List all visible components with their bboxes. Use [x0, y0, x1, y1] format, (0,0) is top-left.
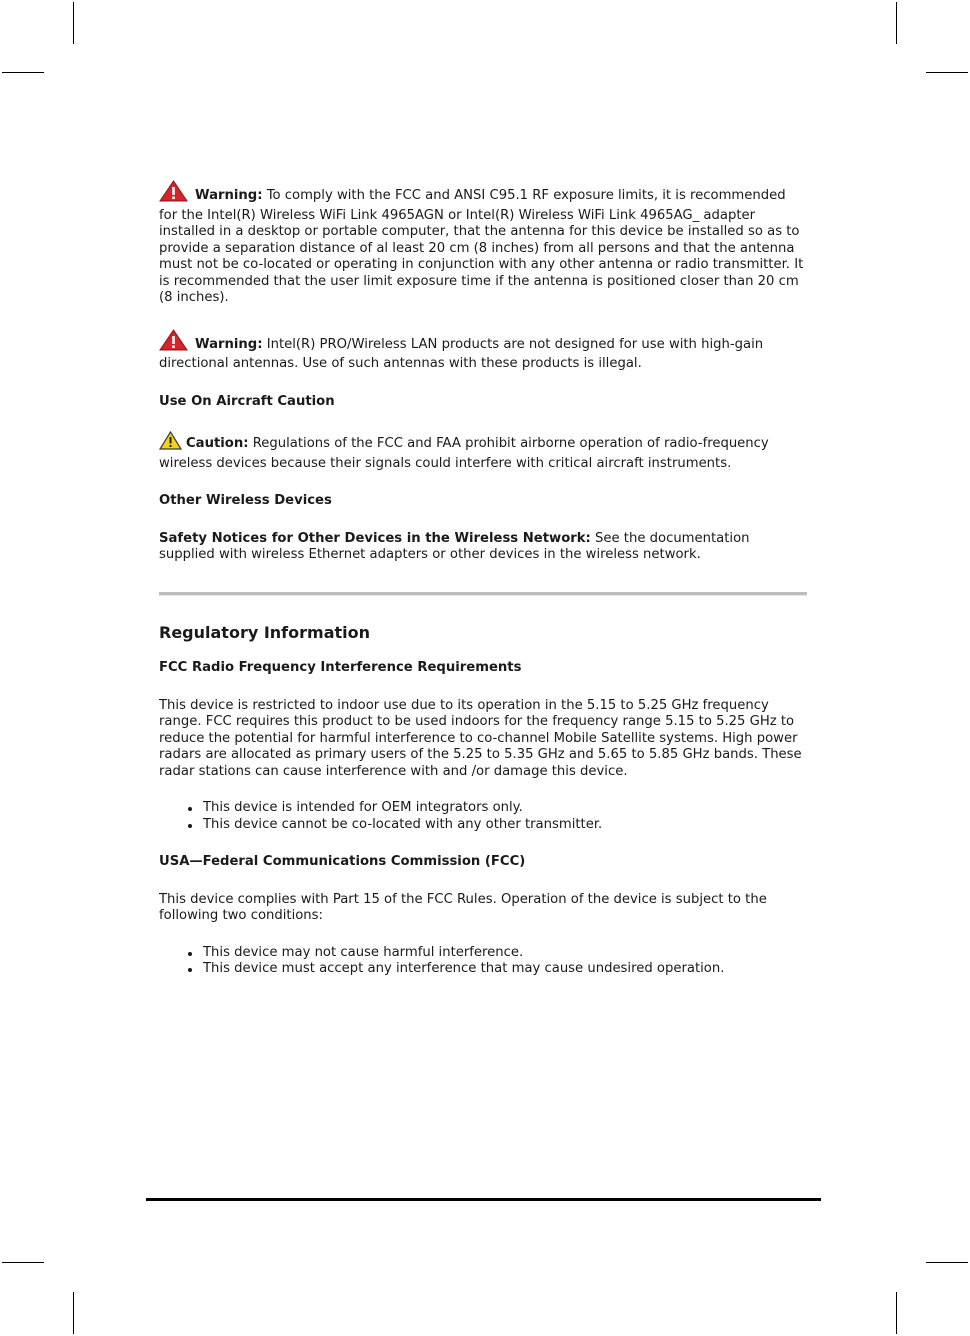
warning-triangle-red-icon	[159, 180, 188, 208]
warning-label: Warning:	[195, 188, 263, 203]
usa-fcc-paragraph: This device complies with Part 15 of the FCC Rules. Operation of the device is subject to the following two conditions:	[159, 891, 767, 923]
other-devices-heading: Other Wireless Devices	[159, 493, 332, 508]
list-item: This device cannot be co-located with any other transmitter.	[203, 817, 807, 834]
section-divider	[159, 592, 807, 596]
usa-fcc-heading: USA—Federal Communications Commission (FCC)	[159, 854, 526, 869]
crop-mark-bottom-left-horizontal	[2, 1262, 44, 1263]
warning-triangle-red-icon	[159, 329, 188, 357]
crop-mark-top-left-horizontal	[2, 72, 44, 73]
crop-mark-bottom-right-horizontal	[926, 1262, 968, 1263]
warning-label: Warning:	[195, 336, 263, 352]
other-devices-notice	[159, 531, 807, 564]
regulatory-title: Regulatory Information	[159, 622, 370, 642]
list-item: This device must accept any interference that may cause undesired operation.	[203, 961, 807, 978]
page-content	[159, 180, 807, 978]
warning-rf-exposure	[159, 180, 807, 307]
usa-fcc-bullet-list	[159, 945, 807, 978]
fcc-rf-bullet-list	[159, 800, 807, 833]
crop-mark-bottom-right-vertical	[896, 1292, 897, 1334]
warning-text: Intel(R) PRO/Wireless LAN products are not designed for use with high-gain directional antennas. Use of such antennas with these products is illegal.	[159, 336, 764, 371]
list-item: This device is intended for OEM integrators only.	[203, 800, 807, 817]
crop-mark-bottom-left-vertical	[73, 1292, 74, 1334]
list-item: This device may not cause harmful interference.	[203, 945, 807, 962]
crop-mark-top-left-vertical	[73, 2, 74, 44]
caution-text: Regulations of the FCC and FAA prohibit airborne operation of radio-frequency wireless devices because their signals could interfere with critical aircraft instruments.	[159, 436, 769, 471]
crop-mark-top-right-vertical	[896, 2, 897, 44]
fcc-rf-paragraph: This device is restricted to indoor use due to its operation in the 5.15 to 5.25 GHz frequency range. FCC requires this product to be used indoors for the frequency range 5.15 to 5.25 GHz to reduce the potential for harmful interference to co-channel Mobile Satellite systems. High power radars are allocated as primary users of the 5.25 to 5.35 GHz and 5.65 to 5.85 GHz bands. These radar stations can cause interference with and /or damage this device.	[159, 697, 802, 779]
footer-rule	[146, 1198, 821, 1201]
caution-triangle-yellow-icon	[159, 431, 182, 456]
warning-antenna	[159, 329, 807, 373]
fcc-rf-heading: FCC Radio Frequency Interference Requirements	[159, 660, 522, 675]
notice-label: Safety Notices for Other Devices in the Wireless Network:	[159, 530, 591, 546]
aircraft-heading: Use On Aircraft Caution	[159, 393, 335, 409]
warning-text: To comply with the FCC and ANSI C95.1 RF exposure limits, it is recommended for the Intel(R) Wireless WiFi Link 4965AGN or Intel(R) Wireless WiFi Link 4965AG_ adapter installed in a desktop or portable computer, that the antenna for this device be installed so as to provide a separation distance of al least 20 cm (8 inches) from all persons and that the antenna must not be co-located or operating in conjunction with any other antenna or radio transmitter. It is recommended that the user limit exposure time if the antenna is positioned closer than 20 cm (8 inches).	[159, 188, 804, 305]
crop-mark-top-right-horizontal	[926, 72, 968, 73]
caution-label: Caution:	[186, 436, 249, 451]
notice-text: See the documentation supplied with wireless Ethernet adapters or other devices in the wireless network.	[159, 530, 750, 562]
aircraft-caution	[159, 431, 807, 472]
